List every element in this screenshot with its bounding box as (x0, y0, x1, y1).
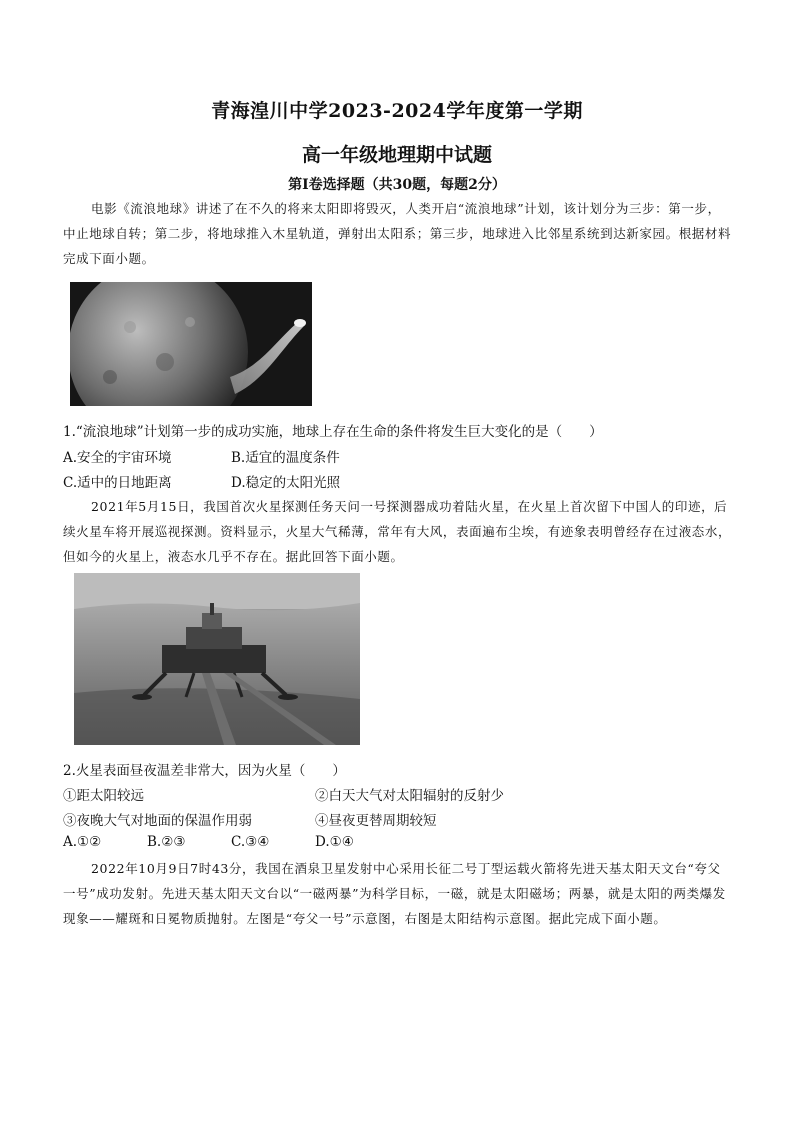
question-2-stem: 2.火星表面昼夜温差非常大，因为火星（ ） (63, 763, 346, 779)
question-2-statement-4: ④昼夜更替周期较短 (315, 813, 437, 829)
mars-lander-image (74, 573, 360, 745)
question-2-option-d: D.①④ (315, 834, 354, 850)
question-2-option-b: B.②③ (147, 834, 186, 850)
planet-image (70, 282, 312, 406)
section-heading: 第Ⅰ卷选择题（共30题，每题2分） (288, 177, 506, 193)
question-1-option-d: D.稳定的太阳光照 (231, 475, 341, 491)
passage-1: 电影《流浪地球》讲述了在不久的将来太阳即将毁灭，人类开启“流浪地球”计划，该计划分为三步：第一步，中止地球自转；第二步，将地球推入木星轨道，弹射出太阳系；第三步，地球进入比邻星系统到达新家园。根据材料完成下面小题。 (63, 201, 732, 266)
question-2-statement-1: ①距太阳较远 (63, 788, 144, 804)
question-2-statement-3: ③夜晚大气对地面的保温作用弱 (63, 813, 252, 829)
passage-2: 2021年5月15日，我国首次火星探测任务天问一号探测器成功着陆火星，在火星上首次留下中国人的印迹，后续火星车将开展巡视探测。资料显示，火星大气稀薄，常年有大风，表面遍布尘埃，有迹象表明曾经存在过液态水，但如今的火星上，液态水几乎不存在。据此回答下面小题。 (63, 499, 732, 564)
passage-3: 2022年10月9日7时43分，我国在酒泉卫星发射中心采用长征二号丁型运载火箭将先进天基太阳天文台“夸父一号”成功发射。先进天基太阳天文台以“一磁两暴”为科学目标，一磁，就是太阳磁场；两暴，就是太阳的两类爆发现象——耀斑和日冕物质抛射。左图是“夸父一号”示意图，右图是太阳结构示意图。据此完成下面小题。 (63, 861, 726, 926)
question-2-option-c: C.③④ (231, 834, 270, 850)
page-title: 青海湟川中学2023-2024学年度第一学期 (211, 100, 583, 122)
question-1-stem: 1.“流浪地球”计划第一步的成功实施，地球上存在生命的条件将发生巨大变化的是（ ） (63, 424, 603, 440)
page-subtitle: 高一年级地理期中试题 (301, 144, 492, 166)
question-2-option-a: A.①② (63, 834, 102, 850)
question-1-option-b: B.适宜的温度条件 (231, 450, 340, 466)
question-1-option-c: C.适中的日地距离 (63, 475, 172, 491)
question-2-statement-2: ②白天大气对太阳辐射的反射少 (315, 788, 504, 804)
question-1-option-a: A.安全的宇宙环境 (63, 450, 172, 466)
